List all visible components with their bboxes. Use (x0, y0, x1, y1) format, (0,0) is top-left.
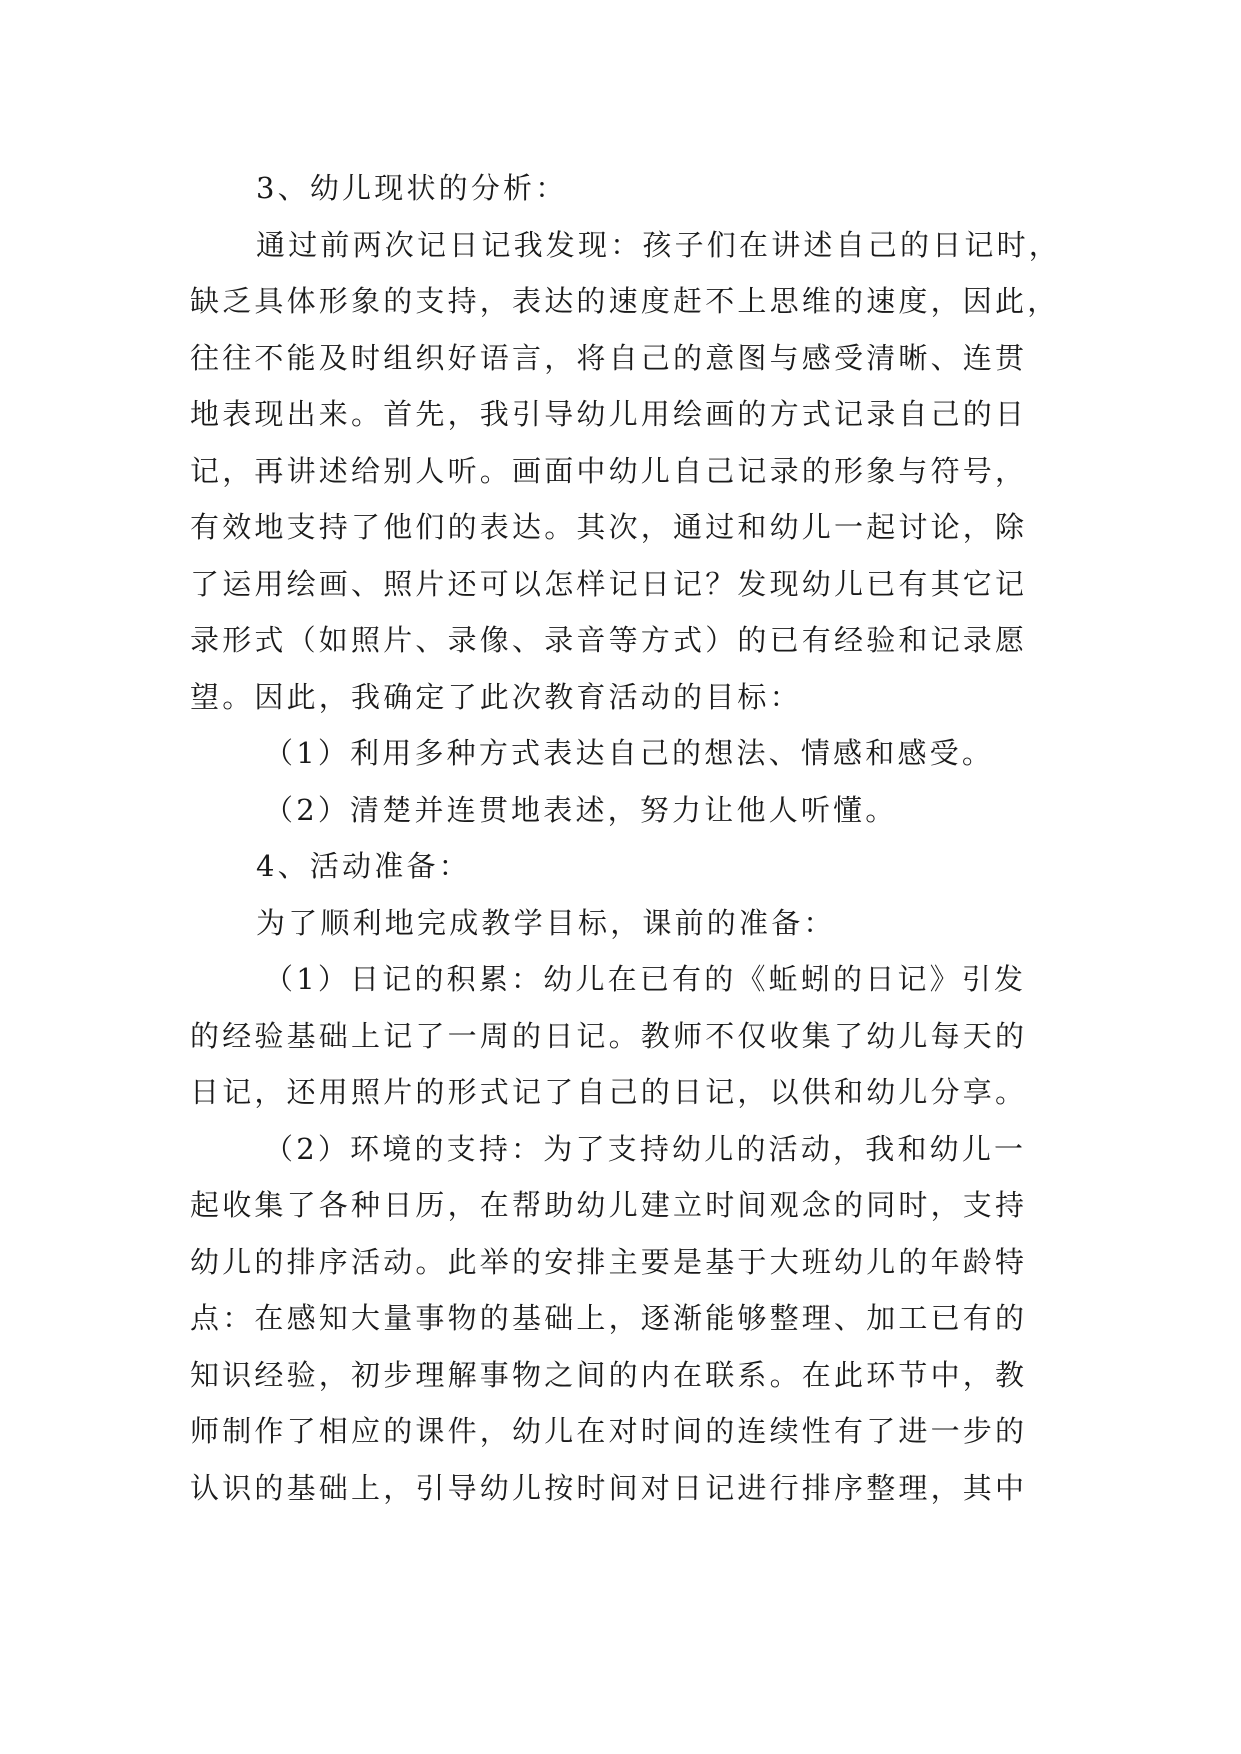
paragraph-line: 录形式（如照片、录像、录音等方式）的已有经验和记录愿 (190, 623, 1028, 657)
paragraph-line: 地表现出来。首先，我引导幼儿用绘画的方式记录自己的日 (190, 397, 1028, 431)
paragraph-line: 为了顺利地完成教学目标，课前的准备： (256, 905, 836, 940)
paragraph-line: 有效地支持了他们的表达。其次，通过和幼儿一起讨论，除 (190, 510, 1028, 544)
paragraph-line: 幼儿的排序活动。此举的安排主要是基于大班幼儿的年龄特 (190, 1244, 1028, 1279)
paragraph-line: 记，再讲述给别人听。画面中幼儿自己记录的形象与符号， (190, 453, 1028, 488)
section-heading-preparation: 4、活动准备： (256, 849, 471, 883)
paragraph-line: 了运用绘画、照片还可以怎样记日记？发现幼儿已有其它记 (190, 566, 1028, 601)
preparation-item: （1）日记的积累：幼儿在已有的《蚯蚓的日记》引发 (264, 962, 1027, 996)
paragraph-line: 日记，还用照片的形式记了自己的日记，以供和幼儿分享。 (190, 1075, 1028, 1109)
section-heading-analysis: 3、幼儿现状的分析： (256, 171, 568, 205)
paragraph-line: 点：在感知大量事物的基础上，逐渐能够整理、加工已有的 (190, 1301, 1028, 1335)
goal-item: （1）利用多种方式表达自己的想法、情感和感受。 (264, 736, 995, 770)
paragraph-line: 师制作了相应的课件，幼儿在对时间的连续性有了进一步的 (190, 1414, 1028, 1448)
goal-item: （2）清楚并连贯地表述，努力让他人听懂。 (264, 792, 898, 827)
paragraph-line: 通过前两次记日记我发现：孩子们在讲述自己的日记时， (256, 227, 1062, 262)
preparation-item: （2）环境的支持：为了支持幼儿的活动，我和幼儿一 (264, 1131, 1027, 1166)
document-body (190, 160, 1080, 1516)
paragraph-line: 望。因此，我确定了此次教育活动的目标： (190, 679, 802, 714)
paragraph-line: 知识经验，初步理解事物之间的内在联系。在此环节中，教 (190, 1357, 1028, 1392)
paragraph-line: 的经验基础上记了一周的日记。教师不仅收集了幼儿每天的 (190, 1018, 1028, 1053)
paragraph-line: 往往不能及时组织好语言，将自己的意图与感受清晰、连贯 (190, 340, 1028, 375)
paragraph-line: 起收集了各种日历，在帮助幼儿建立时间观念的同时，支持 (190, 1188, 1028, 1222)
paragraph-line: 缺乏具体形象的支持，表达的速度赶不上思维的速度，因此， (190, 284, 1060, 318)
paragraph-line: 认识的基础上，引导幼儿按时间对日记进行排序整理，其中 (190, 1470, 1028, 1505)
